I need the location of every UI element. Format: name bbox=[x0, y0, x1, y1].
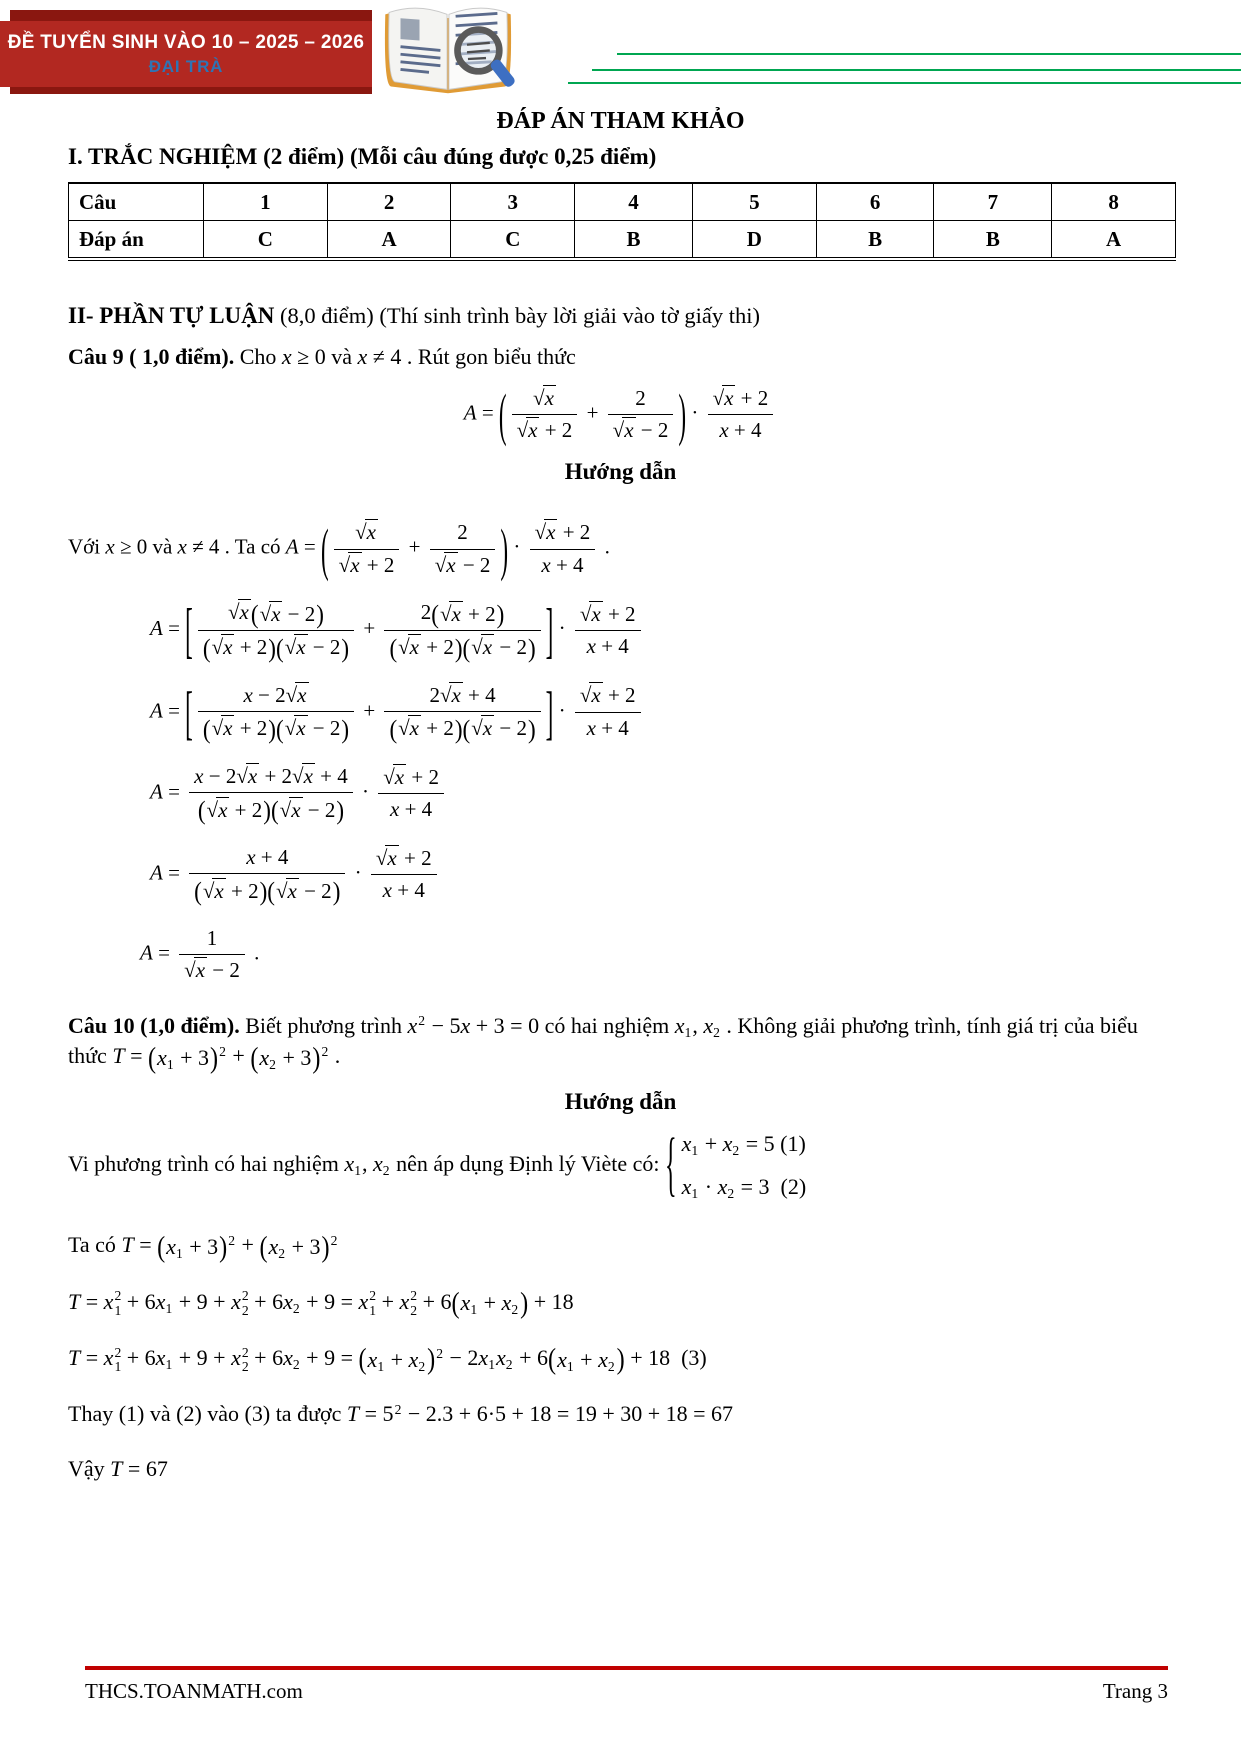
table-header-label: Câu bbox=[69, 183, 204, 221]
table-answer-row bbox=[69, 221, 1176, 260]
answer-table bbox=[68, 182, 1176, 261]
cau10-line-3: T = x 2 1 + 6x1 + 9 + x 2 2 + 6x2 + 9 = ( x1 + x2 ) $^2$ − 2x1x2 + 6 ( x1 + x2 ) + 18 (3) bbox=[68, 1343, 707, 1377]
cau10-statement: Câu 10 (1,0 điểm). Biết phương trình $x^2 - 5x + 3 = 0$ có hai nghiệm x1, x2 . Không giải phương trình, tính giá trị của biểu thức T = ( x1 + 3 ) $^2$ + ( x2 + 3 ) $^2$ . bbox=[68, 1012, 1138, 1075]
table-header-cell: 3 bbox=[451, 183, 575, 221]
banner-bottom-strip bbox=[10, 87, 372, 94]
table-header-cell: 1 bbox=[204, 183, 328, 221]
section2-heading-rest: (8,0 điểm) (Thí sinh trình bày lời giải vào tờ giấy thi) bbox=[274, 303, 760, 328]
cau9-step-3: A = x − 2√x + 2√x + 4 ( √x + 2 ) ( √x − 2 ) · $\frac{√x + 2}{x + 4}$ bbox=[150, 763, 1177, 824]
green-line-1 bbox=[617, 53, 1241, 55]
table-header-cell: 4 bbox=[575, 183, 693, 221]
document-content bbox=[0, 96, 1241, 1485]
cau10-line-4: Thay (1) và (2) vào (3) ta được $T = 5^2 - 2.3 + 6\cdot 5 + 18 = 19 + 30 + 18 = 67$ bbox=[68, 1401, 734, 1427]
cau9-solution-line: Với x ≥ 0 và x ≠ 4 . Ta có A = ( $\frac{√x}{√x + 2}$ + $\frac{2}{√x - 2}$ ) · $\frac{√x + 2}{x + 4}$ . bbox=[68, 516, 610, 582]
table-answer-cell: C bbox=[451, 221, 575, 260]
banner-subtitle: ĐẠI TRÀ bbox=[148, 56, 224, 76]
exam-banner bbox=[0, 10, 372, 94]
table-header-row bbox=[69, 183, 1176, 221]
green-line-2 bbox=[592, 69, 1241, 71]
cau9-step-2: A = [ x − 2√x ( √x + 2 ) ( √x − 2 ) + 2√x + 4 ( √x + 2 ) ( √x − 2 ) ] · $\frac{√x + 2}{x + 4}$ bbox=[150, 682, 1177, 743]
banner-top-strip bbox=[10, 10, 372, 21]
table-answer-cell: C bbox=[204, 221, 328, 260]
footer-rule bbox=[85, 1666, 1168, 1670]
table-header-cell: 8 bbox=[1052, 183, 1176, 221]
section2-heading-bold: II- PHẦN TỰ LUẬN bbox=[68, 303, 275, 328]
section2-heading bbox=[68, 303, 1177, 329]
table-answer-cell: A bbox=[327, 221, 451, 260]
cau9-display-formula: A = ( $\frac{√x}{√x + 2}$ + $\frac{2}{√x - 2}$ ) · $\frac{√x + 2}{x + 4}$ bbox=[0, 385, 1241, 445]
page-title: ĐÁP ÁN THAM KHẢO bbox=[496, 108, 745, 134]
table-answer-cell: A bbox=[1052, 221, 1176, 260]
table-header-cell: 2 bbox=[327, 183, 451, 221]
table-header-cell: 6 bbox=[816, 183, 934, 221]
section1-heading: I. TRẮC NGHIỆM (2 điểm) (Mỗi câu đúng được 0,25 điểm) bbox=[68, 144, 657, 169]
footer-site: THCS.TOANMATH.com bbox=[85, 1679, 303, 1703]
cau10-line-2: T = x 2 1 + 6x1 + 9 + x 2 2 + 6x2 + 9 = x 2 1 + x 2 2 + 6 ( x1 + x2 ) + 18 bbox=[68, 1286, 574, 1321]
cau9-guide-heading: Hướng dẫn bbox=[564, 459, 677, 485]
book-magnifier-icon bbox=[372, 1, 524, 98]
cau9-step-5: A = $\frac{1}{√x - 2}$ . bbox=[140, 926, 260, 983]
table-header-cell: 7 bbox=[934, 183, 1052, 221]
cau9-step-1: A = [ √x ( √x − 2 ) ( √x + 2 ) ( √x − 2 ) + 2 ( √x + 2 ) ( √x + 2 ) ( √x − 2 ) ] · $\frac{√x + 2}{x + 4}$ bbox=[150, 599, 1177, 662]
banner-title: ĐỀ TUYỂN SINH VÀO 10 – 2025 – 2026 bbox=[7, 31, 365, 53]
cau9-step-4: A = x + 4 ( √x + 2 ) ( √x − 2 ) · $\frac{√x + 2}{x + 4}$ bbox=[150, 844, 1177, 905]
cau10-line-1: Ta có T = ( x1 + 3 ) $^2$ + ( x2 + 3 ) $^2$ bbox=[68, 1230, 338, 1264]
table-answer-cell: B bbox=[816, 221, 934, 260]
table-answer-cell: B bbox=[575, 221, 693, 260]
cau10-conclusion: Vậy T = 67 bbox=[68, 1456, 168, 1482]
cau10-guide-heading: Hướng dẫn bbox=[564, 1088, 677, 1114]
table-answer-cell: D bbox=[692, 221, 816, 260]
cau9-statement: Câu 9 ( 1,0 điểm). Cho x ≥ 0 và x ≠ 4 . Rút gon biểu thức bbox=[68, 344, 576, 369]
page-footer bbox=[85, 1666, 1168, 1704]
table-answer-label: Đáp án bbox=[69, 221, 204, 260]
cau10-viete-line: Vi phương trình có hai nghiệm x1, x2 nên áp dụng Định lý Viète có: { x1 + x2 = 5 (1) x1 · x2 = 3 (2) bbox=[68, 1125, 807, 1205]
footer-page-number: Trang 3 bbox=[1102, 1679, 1168, 1703]
table-header-cell: 5 bbox=[692, 183, 816, 221]
green-line-3 bbox=[568, 82, 1241, 84]
table-answer-cell: B bbox=[934, 221, 1052, 260]
banner-body bbox=[0, 21, 372, 87]
